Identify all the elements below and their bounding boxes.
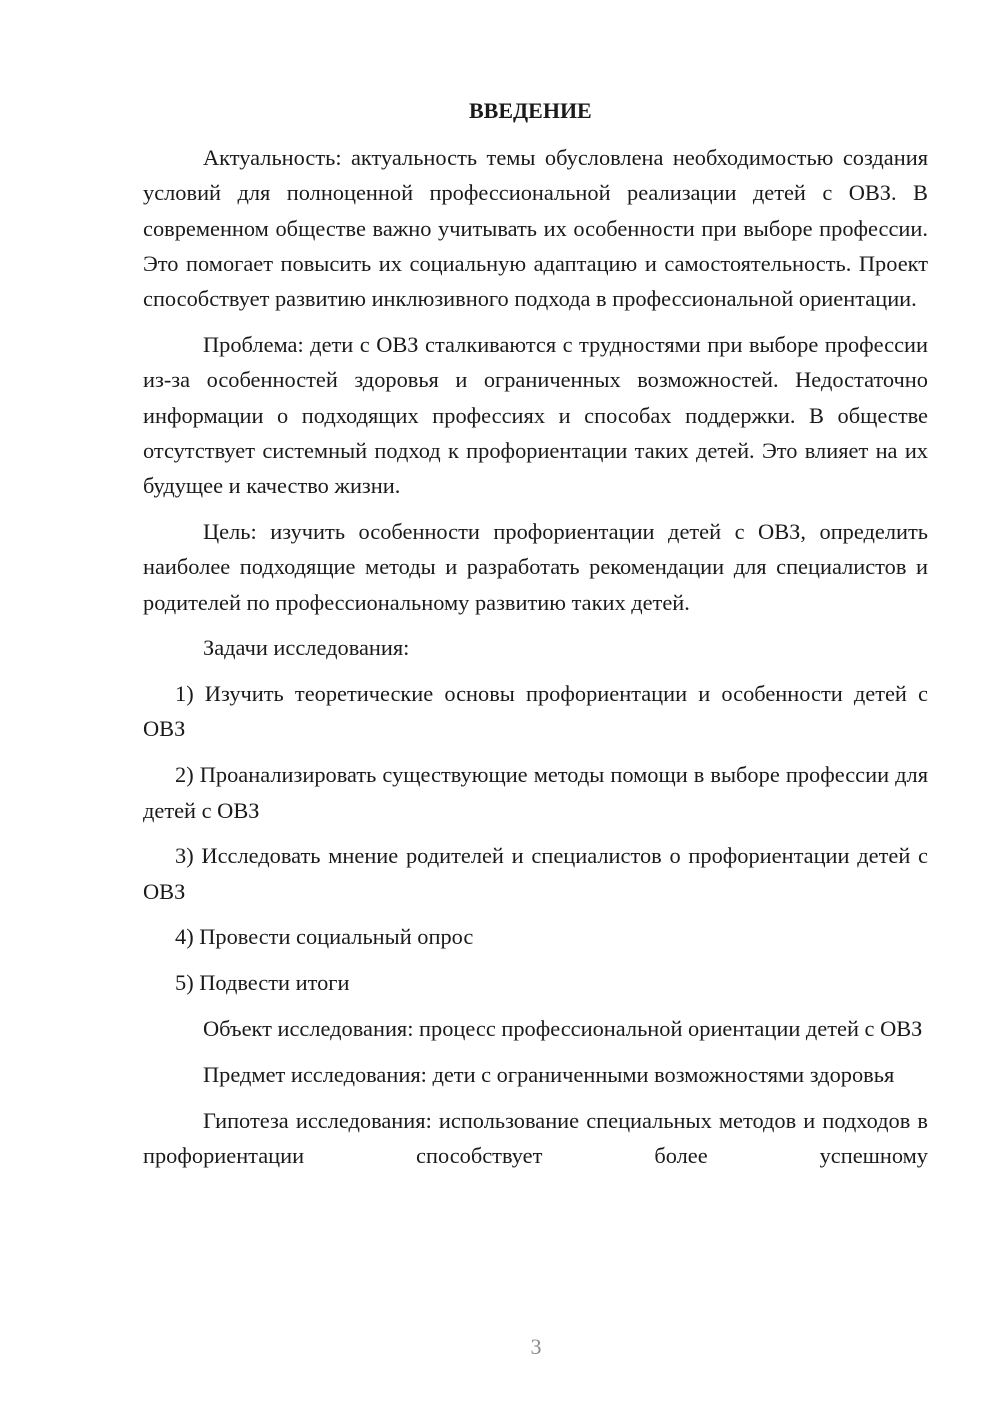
task-item: 2) Проанализировать существующие методы помощи в выборе профессии для детей с ОВЗ — [143, 762, 928, 823]
task-item: 4) Провести социальный опрос — [175, 924, 474, 950]
paragraph-problem: Проблема: дети с ОВЗ сталкиваются с трудностями при выборе профессии из-за особенностей здоровья и ограниченных возможностей. Недостаточно информации о подходящих профессиях и способах поддержки. В обществе отсутствует системный подход к профориентации таких детей. Это влияет на их будущее и качество жизни. — [143, 331, 928, 499]
task-item: 5) Подвести итоги — [175, 970, 350, 996]
paragraph-hypothesis: Гипотеза исследования: использование специальных методов и подходов в профориентации способствует более успешному — [143, 1107, 928, 1168]
paragraph-relevance: Актуальность: актуальность темы обусловлена необходимостью создания условий для полноценной профессиональной реализации детей с ОВЗ. В современном обществе важно учитывать их особенности при выборе профессии. Это помогает повысить их социальную адаптацию и самостоятельность. Проект способствует развитию инклюзивного подхода в профессиональной ориентации. — [143, 145, 928, 312]
section-heading: ВВЕДЕНИЕ — [469, 98, 592, 123]
page-number: 3 — [530, 1334, 542, 1359]
paragraph-subject: Предмет исследования: дети с ограниченными возможностями здоровья — [203, 1061, 895, 1087]
task-item: 3) Исследовать мнение родителей и специалистов о профориентации детей с ОВЗ — [143, 843, 928, 904]
paragraph-goal: Цель: изучить особенности профориентации детей с ОВЗ, определить наиболее подходящие методы и разработать рекомендации для специалистов и родителей по профессиональному развитию таких детей. — [143, 518, 928, 615]
paragraph-tasks-heading: Задачи исследования: — [203, 635, 410, 661]
task-item: 1) Изучить теоретические основы профориентации и особенности детей с ОВЗ — [143, 681, 928, 742]
paragraph-object: Объект исследования: процесс профессиональной ориентации детей с ОВЗ — [203, 1016, 923, 1042]
body-text — [143, 140, 928, 1173]
